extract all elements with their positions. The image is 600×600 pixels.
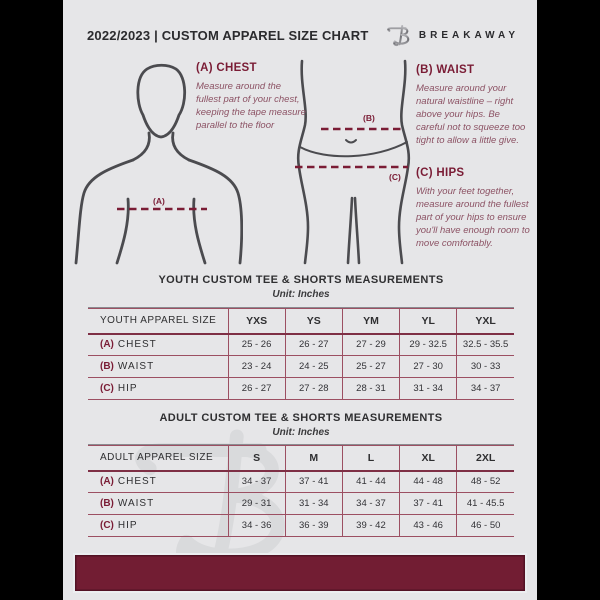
adult-size-table-wrap [88,444,514,537]
youth-header-row [88,309,514,334]
document-title: 2022/2023 | CUSTOM APPAREL SIZE CHART [87,27,369,43]
size-table-corner-header: YOUTH APPAREL SIZE [100,315,217,327]
measurement-value-cell: 26 - 27 [285,334,342,356]
row-label-text: CHEST [117,476,157,488]
measurement-row [88,334,514,356]
adult-header-row [88,446,514,471]
measurement-value-cell: 34 - 36 [228,515,285,537]
document-header [87,20,519,50]
row-label-prefix: (A) [100,476,114,488]
measurement-value-cell: 29 - 32.5 [400,334,457,356]
row-label-text: CHEST [117,339,157,351]
size-column-header: XL [400,446,457,471]
size-column-header: YL [400,309,457,334]
measurement-value-cell: 34 - 37 [457,378,514,400]
measurement-row-label [88,471,228,493]
adult-table-unit: Unit: Inches [272,427,330,438]
measurement-row-label [88,356,228,378]
row-label-prefix: (B) [100,361,114,372]
size-column-header: 2XL [457,446,514,471]
measurement-value-cell: 25 - 27 [342,356,399,378]
size-column-header: L [342,446,399,471]
measurement-value-cell: 23 - 24 [228,356,285,378]
measurement-value-cell: 41 - 45.5 [457,493,514,515]
chest-heading: (A) CHEST [196,62,257,74]
measurement-value-cell: 27 - 30 [400,356,457,378]
size-column-header: YM [342,309,399,334]
chest-description: Measure around the fullest part of your chest, keeping the tape measure parallel to the floor [196,81,306,132]
size-chart-page [63,0,537,600]
measurement-row [88,515,514,537]
row-label-prefix: (B) [100,498,114,509]
measurement-value-cell: 44 - 48 [400,471,457,493]
measurement-value-cell: 36 - 39 [285,515,342,537]
size-column-header: YXS [228,309,285,334]
waist-marker-label: (B) [363,113,375,123]
waist-description: Measure around your natural waistline – right above your hips. Be careful not to squeeze too tight to allow a little give. [416,83,526,147]
row-label-prefix: (C) [100,383,114,394]
measurement-value-cell: 46 - 50 [457,515,514,537]
measurement-row [88,378,514,400]
hips-marker-label: (C) [389,172,401,182]
adult-size-table [88,445,514,537]
hips-heading: (C) HIPS [416,167,465,179]
measurement-row-label [88,378,228,400]
measurement-row-label [88,334,228,356]
size-table-corner-header: ADULT APPAREL SIZE [100,452,214,464]
row-label-text: HIP [117,520,138,531]
row-label-text: WAIST [117,361,155,372]
measurement-value-cell: 37 - 41 [285,471,342,493]
measurement-value-cell: 24 - 25 [285,356,342,378]
breakaway-logo-icon [386,23,413,48]
measurement-value-cell: 25 - 26 [228,334,285,356]
row-label-prefix: (C) [100,520,114,531]
measurement-value-cell: 26 - 27 [228,378,285,400]
youth-table-title: YOUTH CUSTOM TEE & SHORTS MEASUREMENTS [158,274,444,286]
measurement-value-cell: 31 - 34 [285,493,342,515]
measurement-value-cell: 43 - 46 [400,515,457,537]
brand-lockup [386,23,519,48]
size-column-header: S [228,446,285,471]
measurement-value-cell: 27 - 28 [285,378,342,400]
measurement-value-cell: 37 - 41 [400,493,457,515]
size-column-header: YS [285,309,342,334]
measurement-row-label [88,515,228,537]
measurement-value-cell: 34 - 37 [342,493,399,515]
youth-size-table [88,308,514,400]
measurement-value-cell: 39 - 42 [342,515,399,537]
waist-heading: (B) WAIST [416,64,475,76]
measurement-row [88,356,514,378]
hips-description: With your feet together, measure around the fullest part of your hips to ensure you'll have enough room to move comfortably. [416,186,530,250]
size-column-header: M [285,446,342,471]
size-column-header: YXL [457,309,514,334]
adult-table-title: ADULT CUSTOM TEE & SHORTS MEASUREMENTS [159,412,443,424]
measurement-value-cell: 31 - 34 [400,378,457,400]
measurement-value-cell: 29 - 31 [228,493,285,515]
measurement-value-cell: 28 - 31 [342,378,399,400]
waist-hips-figure-illustration [291,57,416,265]
row-label-text: WAIST [117,498,155,509]
measurement-row-label [88,493,228,515]
measurement-value-cell: 27 - 29 [342,334,399,356]
youth-size-table-wrap [88,307,514,400]
row-label-text: HIP [117,383,138,394]
measurement-value-cell: 34 - 37 [228,471,285,493]
brand-name: BREAKAWAY [418,29,519,41]
footer-bar [73,553,527,593]
youth-table-unit: Unit: Inches [272,289,330,300]
measurement-row [88,493,514,515]
measurement-value-cell: 30 - 33 [457,356,514,378]
measurement-row [88,471,514,493]
measurement-value-cell: 48 - 52 [457,471,514,493]
chest-marker-label: (A) [153,196,165,206]
measurement-value-cell: 41 - 44 [342,471,399,493]
row-label-prefix: (A) [100,339,114,351]
measurement-value-cell: 32.5 - 35.5 [457,334,514,356]
